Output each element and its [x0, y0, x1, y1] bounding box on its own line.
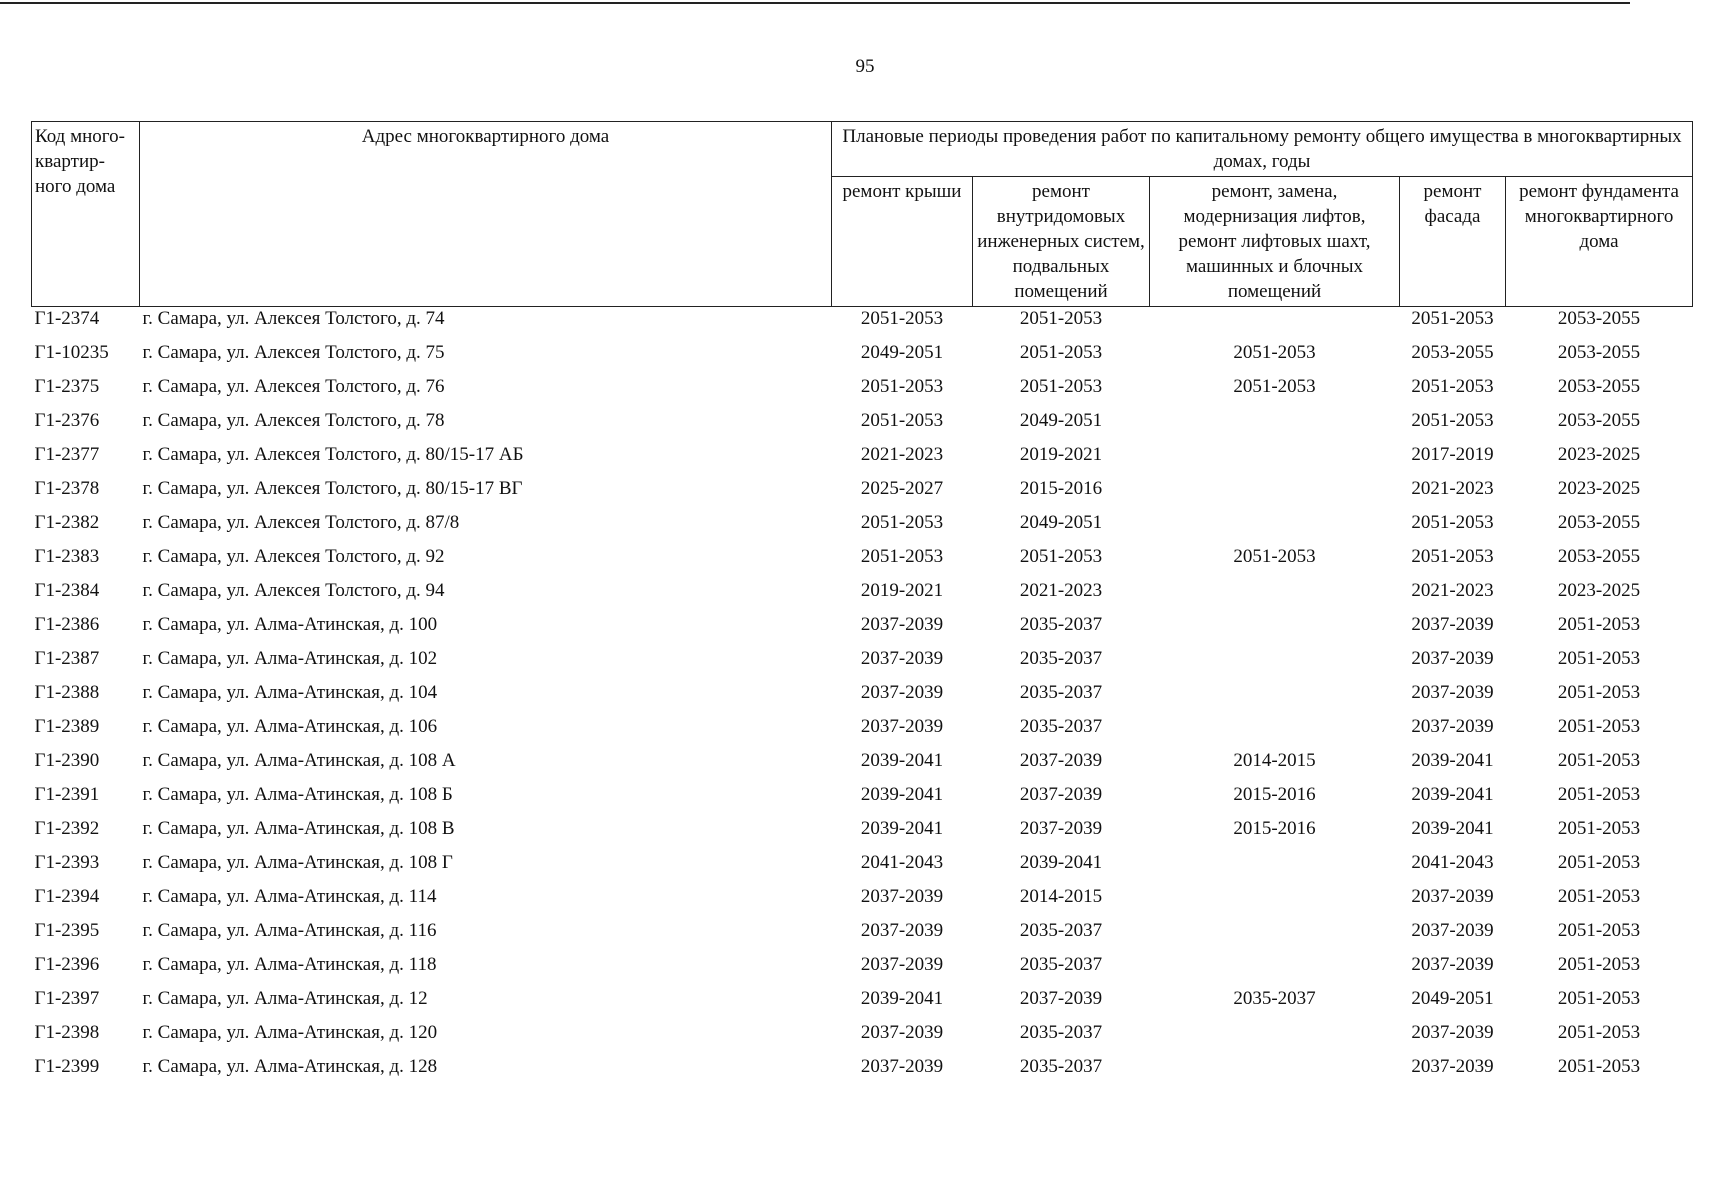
cell-address: г. Самара, ул. Алексея Толстого, д. 75	[142, 342, 445, 363]
cell-foundation: 2051-2053	[1557, 954, 1641, 975]
cell-elevators: 2051-2053	[1233, 342, 1316, 363]
cell-code: Г1-2396	[34, 954, 100, 975]
cell-foundation: 2053-2055	[1557, 512, 1641, 533]
cell-code: Г1-2378	[34, 478, 100, 499]
cell-address: г. Самара, ул. Алма-Атинская, д. 116	[142, 920, 437, 941]
cell-facade: 2037-2039	[1411, 1056, 1494, 1077]
cell-address: г. Самара, ул. Алма-Атинская, д. 100	[142, 614, 438, 635]
cell-systems: 2035-2037	[1019, 954, 1103, 975]
table-row	[32, 511, 1693, 545]
cell-elevators: 2014-2015	[1233, 750, 1316, 771]
header-elevators: ремонт, замена, модернизация лифтов, ремонт лифтовых шахт, машинных и блочных помещений	[1150, 177, 1400, 307]
cell-facade: 2037-2039	[1411, 954, 1494, 975]
cell-roof: 2041-2043	[860, 852, 944, 873]
cell-elevators	[1150, 613, 1400, 647]
cell-address: г. Самара, ул. Алексея Толстого, д. 94	[142, 580, 445, 601]
cell-foundation: 2051-2053	[1557, 988, 1641, 1009]
cell-roof: 2039-2041	[860, 750, 944, 771]
cell-facade: 2037-2039	[1411, 716, 1494, 737]
cell-foundation: 2053-2055	[1557, 376, 1641, 397]
table-row	[32, 715, 1693, 749]
cell-facade: 2039-2041	[1411, 750, 1494, 771]
cell-address: г. Самара, ул. Алма-Атинская, д. 102	[142, 648, 438, 669]
cell-elevators	[1150, 477, 1400, 511]
cell-roof: 2037-2039	[860, 648, 944, 669]
cell-code: Г1-2377	[34, 444, 100, 465]
cell-roof: 2051-2053	[860, 376, 944, 397]
header-systems: ремонт внутридомовых инженерных систем, подвальных помещений	[973, 177, 1150, 307]
cell-elevators	[1150, 715, 1400, 749]
cell-elevators	[1150, 307, 1400, 342]
cell-roof: 2051-2053	[860, 308, 944, 329]
cell-elevators	[1150, 851, 1400, 885]
cell-code: Г1-2391	[34, 784, 100, 805]
header-foundation: ремонт фундамента многоквартирного дома	[1506, 177, 1693, 307]
table-row	[32, 1055, 1693, 1089]
cell-code: Г1-2384	[34, 580, 100, 601]
cell-code: Г1-2375	[34, 376, 100, 397]
cell-systems: 2035-2037	[1019, 648, 1103, 669]
cell-roof: 2039-2041	[860, 784, 944, 805]
cell-foundation: 2053-2055	[1557, 410, 1641, 431]
cell-foundation: 2051-2053	[1557, 682, 1641, 703]
cell-elevators	[1150, 1021, 1400, 1055]
cell-foundation: 2051-2053	[1557, 614, 1641, 635]
cell-foundation: 2023-2025	[1557, 580, 1641, 601]
cell-roof: 2037-2039	[860, 614, 944, 635]
table-body	[32, 307, 1693, 1090]
cell-facade: 2049-2051	[1411, 988, 1494, 1009]
table-row	[32, 647, 1693, 681]
cell-foundation: 2023-2025	[1557, 478, 1641, 499]
cell-code: Г1-2389	[34, 716, 100, 737]
cell-code: Г1-2397	[34, 988, 100, 1009]
cell-elevators	[1150, 1055, 1400, 1089]
cell-systems: 2051-2053	[1019, 546, 1103, 567]
cell-address: г. Самара, ул. Алма-Атинская, д. 104	[142, 682, 438, 703]
cell-code: Г1-2398	[34, 1022, 100, 1043]
cell-code: Г1-2390	[34, 750, 100, 771]
cell-roof: 2037-2039	[860, 716, 944, 737]
table-row	[32, 817, 1693, 851]
header-facade: ремонт фасада	[1400, 177, 1506, 307]
table-row	[32, 953, 1693, 987]
cell-address: г. Самара, ул. Алма-Атинская, д. 108 Б	[142, 784, 453, 805]
cell-address: г. Самара, ул. Алма-Атинская, д. 108 А	[142, 750, 456, 771]
table-row	[32, 613, 1693, 647]
cell-elevators	[1150, 579, 1400, 613]
cell-foundation: 2051-2053	[1557, 920, 1641, 941]
cell-facade: 2051-2053	[1411, 376, 1494, 397]
cell-roof: 2051-2053	[860, 512, 944, 533]
cell-facade: 2051-2053	[1411, 308, 1494, 329]
repair-schedule-table	[31, 121, 1693, 1089]
cell-roof: 2049-2051	[860, 342, 944, 363]
cell-elevators: 2015-2016	[1233, 818, 1316, 839]
page-number: 95	[855, 56, 875, 77]
cell-systems: 2014-2015	[1019, 886, 1103, 907]
cell-systems: 2037-2039	[1019, 750, 1103, 771]
table-row	[32, 749, 1693, 783]
cell-address: г. Самара, ул. Алма-Атинская, д. 108 Г	[142, 852, 453, 873]
header-periods-group: Плановые периоды проведения работ по капитальному ремонту общего имущества в многоквартирных домах, годы	[832, 122, 1693, 177]
cell-code: Г1-2388	[34, 682, 100, 703]
cell-roof: 2037-2039	[860, 954, 944, 975]
cell-facade: 2037-2039	[1411, 1022, 1494, 1043]
cell-roof: 2037-2039	[860, 682, 944, 703]
cell-address: г. Самара, ул. Алексея Толстого, д. 76	[142, 376, 445, 397]
cell-roof: 2051-2053	[860, 410, 944, 431]
cell-foundation: 2053-2055	[1557, 342, 1641, 363]
cell-roof: 2037-2039	[860, 1056, 944, 1077]
header-address: Адрес многоквартирного дома	[140, 122, 832, 307]
cell-systems: 2049-2051	[1019, 410, 1103, 431]
cell-code: Г1-2395	[34, 920, 100, 941]
cell-address: г. Самара, ул. Алексея Толстого, д. 92	[142, 546, 445, 567]
cell-roof: 2037-2039	[860, 920, 944, 941]
cell-address: г. Самара, ул. Алма-Атинская, д. 128	[142, 1056, 438, 1077]
cell-systems: 2049-2051	[1019, 512, 1103, 533]
cell-roof: 2037-2039	[860, 1022, 944, 1043]
cell-facade: 2037-2039	[1411, 920, 1494, 941]
cell-address: г. Самара, ул. Алма-Атинская, д. 12	[142, 988, 428, 1009]
table-row	[32, 783, 1693, 817]
cell-facade: 2039-2041	[1411, 818, 1494, 839]
cell-facade: 2039-2041	[1411, 784, 1494, 805]
cell-facade: 2037-2039	[1411, 886, 1494, 907]
cell-systems: 2037-2039	[1019, 988, 1103, 1009]
cell-foundation: 2051-2053	[1557, 818, 1641, 839]
cell-facade: 2041-2043	[1411, 852, 1494, 873]
cell-code: Г1-10235	[34, 342, 109, 363]
cell-elevators: 2051-2053	[1233, 546, 1316, 567]
cell-address: г. Самара, ул. Алексея Толстого, д. 80/15-17 ВГ	[142, 478, 523, 499]
cell-code: Г1-2399	[34, 1056, 100, 1077]
cell-elevators: 2015-2016	[1233, 784, 1316, 805]
cell-systems: 2019-2021	[1019, 444, 1103, 465]
table-row	[32, 443, 1693, 477]
cell-systems: 2051-2053	[1019, 342, 1103, 363]
cell-facade: 2021-2023	[1411, 478, 1494, 499]
cell-systems: 2037-2039	[1019, 818, 1103, 839]
cell-elevators	[1150, 919, 1400, 953]
cell-address: г. Самара, ул. Алма-Атинская, д. 118	[142, 954, 437, 975]
cell-foundation: 2053-2055	[1557, 546, 1641, 567]
cell-foundation: 2051-2053	[1557, 648, 1641, 669]
cell-foundation: 2053-2055	[1557, 308, 1641, 329]
cell-facade: 2037-2039	[1411, 648, 1494, 669]
cell-roof: 2039-2041	[860, 988, 944, 1009]
cell-elevators: 2035-2037	[1233, 988, 1316, 1009]
cell-facade: 2037-2039	[1411, 614, 1494, 635]
cell-elevators	[1150, 885, 1400, 919]
cell-facade: 2017-2019	[1411, 444, 1494, 465]
cell-facade: 2051-2053	[1411, 512, 1494, 533]
table-header	[32, 122, 1693, 307]
table-row	[32, 341, 1693, 375]
cell-systems: 2015-2016	[1019, 478, 1103, 499]
cell-code: Г1-2393	[34, 852, 100, 873]
cell-roof: 2019-2021	[860, 580, 944, 601]
cell-foundation: 2051-2053	[1557, 852, 1641, 873]
table-row	[32, 375, 1693, 409]
header-roof: ремонт крыши	[832, 177, 973, 307]
table-row	[32, 851, 1693, 885]
table-row	[32, 307, 1693, 342]
cell-address: г. Самара, ул. Алексея Толстого, д. 78	[142, 410, 445, 431]
table-row	[32, 545, 1693, 579]
table-row	[32, 919, 1693, 953]
cell-elevators	[1150, 647, 1400, 681]
cell-elevators	[1150, 443, 1400, 477]
cell-systems: 2051-2053	[1019, 308, 1103, 329]
cell-elevators	[1150, 409, 1400, 443]
cell-systems: 2051-2053	[1019, 376, 1103, 397]
cell-systems: 2039-2041	[1019, 852, 1103, 873]
cell-foundation: 2023-2025	[1557, 444, 1641, 465]
cell-facade: 2037-2039	[1411, 682, 1494, 703]
cell-elevators	[1150, 953, 1400, 987]
cell-systems: 2035-2037	[1019, 682, 1103, 703]
cell-systems: 2035-2037	[1019, 1022, 1103, 1043]
cell-elevators: 2051-2053	[1233, 376, 1316, 397]
table-row	[32, 987, 1693, 1021]
cell-roof: 2051-2053	[860, 546, 944, 567]
cell-code: Г1-2374	[34, 308, 100, 329]
cell-systems: 2037-2039	[1019, 784, 1103, 805]
cell-systems: 2021-2023	[1019, 580, 1103, 601]
cell-systems: 2035-2037	[1019, 920, 1103, 941]
cell-code: Г1-2387	[34, 648, 100, 669]
cell-address: г. Самара, ул. Алексея Толстого, д. 87/8	[142, 512, 460, 533]
cell-roof: 2021-2023	[860, 444, 944, 465]
table-row	[32, 1021, 1693, 1055]
cell-foundation: 2051-2053	[1557, 784, 1641, 805]
cell-foundation: 2051-2053	[1557, 716, 1641, 737]
cell-code: Г1-2383	[34, 546, 100, 567]
cell-systems: 2035-2037	[1019, 716, 1103, 737]
cell-elevators	[1150, 681, 1400, 715]
cell-foundation: 2051-2053	[1557, 750, 1641, 771]
cell-facade: 2051-2053	[1411, 410, 1494, 431]
cell-address: г. Самара, ул. Алма-Атинская, д. 114	[142, 886, 437, 907]
cell-code: Г1-2392	[34, 818, 100, 839]
cell-code: Г1-2386	[34, 614, 100, 635]
cell-address: г. Самара, ул. Алма-Атинская, д. 120	[142, 1022, 438, 1043]
table-row	[32, 477, 1693, 511]
cell-address: г. Самара, ул. Алма-Атинская, д. 108 В	[142, 818, 455, 839]
cell-roof: 2025-2027	[860, 478, 944, 499]
cell-facade: 2051-2053	[1411, 546, 1494, 567]
header-code: Код много-квартир-ного дома	[32, 122, 140, 307]
table-row	[32, 579, 1693, 613]
cell-code: Г1-2394	[34, 886, 100, 907]
cell-foundation: 2051-2053	[1557, 1022, 1641, 1043]
cell-code: Г1-2376	[34, 410, 100, 431]
cell-elevators	[1150, 511, 1400, 545]
cell-facade: 2021-2023	[1411, 580, 1494, 601]
cell-facade: 2053-2055	[1411, 342, 1494, 363]
cell-foundation: 2051-2053	[1557, 1056, 1641, 1077]
cell-systems: 2035-2037	[1019, 614, 1103, 635]
cell-address: г. Самара, ул. Алма-Атинская, д. 106	[142, 716, 438, 737]
top-rule	[0, 2, 1630, 4]
cell-address: г. Самара, ул. Алексея Толстого, д. 80/15-17 АБ	[142, 444, 524, 465]
cell-systems: 2035-2037	[1019, 1056, 1103, 1077]
cell-roof: 2039-2041	[860, 818, 944, 839]
cell-address: г. Самара, ул. Алексея Толстого, д. 74	[142, 308, 445, 329]
cell-foundation: 2051-2053	[1557, 886, 1641, 907]
table-row	[32, 885, 1693, 919]
cell-roof: 2037-2039	[860, 886, 944, 907]
table-row	[32, 681, 1693, 715]
table-row	[32, 409, 1693, 443]
cell-code: Г1-2382	[34, 512, 100, 533]
